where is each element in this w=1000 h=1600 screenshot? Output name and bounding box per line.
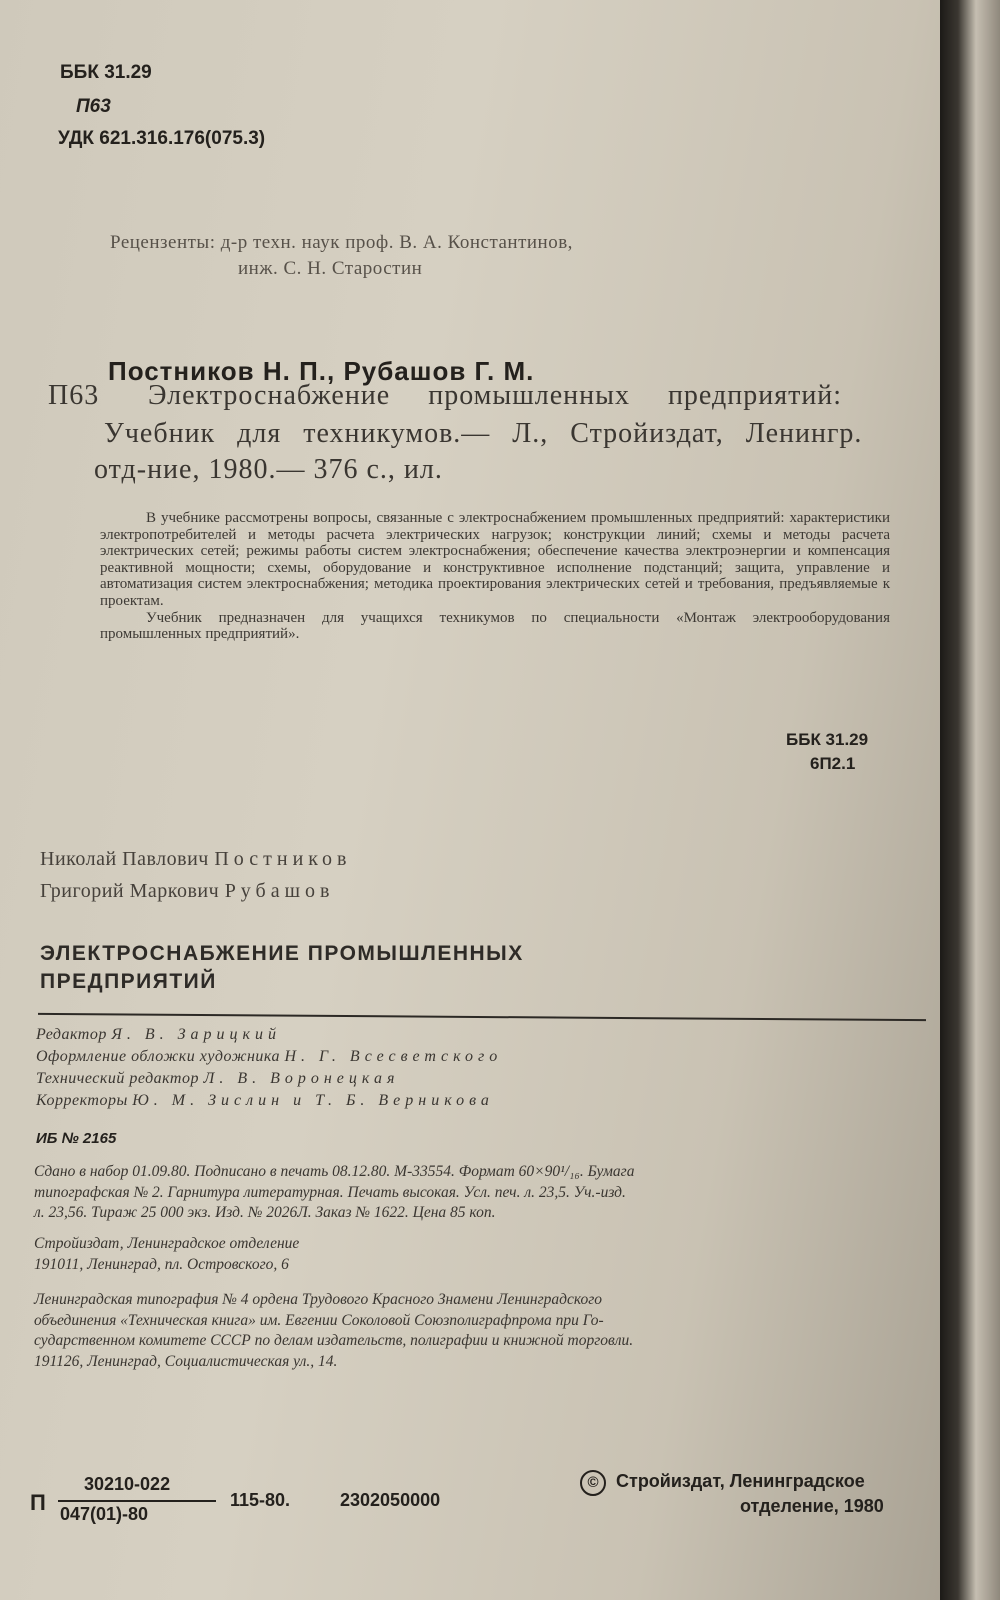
footer-code-1: 115-80. (230, 1490, 291, 1510)
credit-correctors-name: Ю. М. Зислин и Т. Б. Верникова (132, 1092, 494, 1109)
reviewers-line-1: Рецензенты: д-р техн. наук проф. В. А. Константинов, (110, 232, 573, 253)
author-2-name: Григорий Маркович (40, 880, 220, 902)
publisher-line-1: Стройиздат, Ленинградское отделение (34, 1235, 300, 1252)
credit-tech-name: Л. В. Воронецкая (203, 1070, 400, 1087)
author-1 (40, 848, 351, 871)
imprint (34, 1162, 914, 1224)
imprint-line-1: Сдано в набор 01.09.80. Подписано в печать 08.12.80. М-33554. Формат 60×90¹/₁₆. Бумага (34, 1163, 635, 1180)
annotation-paragraph-1: В учебнике рассмотрены вопросы, связанные с электроснабжением промышленных предприятий: характеристики электропотребителей и методы расчета электрических нагрузок; конструкции линий; схемы и методы расчета электрических сетей; режимы работы систем электроснабжения; обеспечение качества электроэнергии и компенсация реактивной мощности; схемы, оборудование и конструктивное исполнение подстанций; защита, управление и автоматизация систем электроснабжения; методика проектирования электрических сетей и требования, предъявляемые к проектам. (100, 510, 890, 609)
author-2 (40, 880, 334, 903)
printer-line-3: сударственном комитете СССР по делам издательств, полиграфии и книжной торговли. (34, 1332, 634, 1349)
credit-correctors-label: Корректоры (36, 1092, 128, 1109)
author-2-surname: Рубашов (224, 880, 335, 902)
biblio-index: П63 (48, 380, 100, 411)
reviewers-line-2: инж. С. Н. Старостин (238, 258, 423, 279)
ib-number: ИБ № 2165 (36, 1130, 117, 1147)
copyright (580, 1470, 865, 1496)
title-divider (38, 1013, 926, 1021)
footer-code-2: 2302050000 (340, 1490, 441, 1510)
classification-code: 6П2.1 (810, 754, 856, 773)
credit-correctors (36, 1092, 494, 1110)
biblio-title-line-3: отд-ние, 1980.— 376 с., ил. (94, 454, 443, 485)
copyright-icon: © (580, 1470, 606, 1496)
credit-editor-name: Я. В. Зарицкий (111, 1026, 282, 1043)
printer-line-2: объединения «Техническая книга» им. Евгении Соколовой Союзполиграфпрома при Го- (34, 1311, 604, 1329)
book-title-line-1: ЭЛЕКТРОСНАБЖЕНИЕ ПРОМЫШЛЕННЫХ (40, 942, 524, 965)
footer-denominator: 047(01)-80 (60, 1504, 149, 1524)
credit-editor (36, 1026, 281, 1044)
footer-letter: П (30, 1490, 46, 1515)
biblio-authors: Постников Н. П., Рубашов Г. М. (108, 356, 535, 386)
biblio-title-line-1: Электроснабжение промышленных предприятий: (148, 380, 843, 411)
copyright-line-2: отделение, 1980 (740, 1496, 884, 1516)
author-1-name: Николай Павлович (40, 848, 209, 870)
author-1-surname: Постников (214, 848, 352, 870)
classification-bbk: ББК 31.29 (786, 730, 869, 749)
credit-tech-editor (36, 1070, 399, 1088)
credit-editor-label: Редактор (36, 1026, 107, 1043)
imprint-line-2: типографская № 2. Гарнитура литературная. Печать высокая. Усл. печ. л. 23,5. Уч.-изд. (34, 1183, 626, 1201)
annotation-paragraph-2: Учебник предназначен для учащихся техникумов по специальности «Монтаж электрооборудования промышленных предприятий». (100, 609, 890, 643)
footer-fraction-line (58, 1500, 216, 1502)
printer-line-1: Ленинградская типография № 4 ордена Трудового Красного Знамени Ленинградского (34, 1291, 603, 1308)
annotation (100, 510, 890, 643)
credit-tech-label: Технический редактор (36, 1070, 199, 1087)
page-edge (940, 0, 1000, 1600)
book-title (40, 940, 524, 996)
credit-cover-name: Н. Г. Всесветского (284, 1048, 503, 1065)
publisher-line-2: 191011, Ленинград, пл. Островского, 6 (34, 1255, 289, 1273)
copyright-line-1: Стройиздат, Ленинградское (616, 1471, 865, 1491)
bbk-code: ББК 31.29 (60, 62, 152, 83)
printer (34, 1290, 914, 1372)
credit-cover (36, 1048, 502, 1066)
printer-line-4: 191126, Ленинград, Социалистическая ул., 14. (34, 1352, 338, 1370)
book-title-line-2: ПРЕДПРИЯТИЙ (40, 970, 217, 993)
biblio-title-line-2: Учебник для техникумов.— Л., Стройиздат, Ленингр. (104, 418, 863, 449)
publisher (34, 1234, 299, 1275)
udk-code: УДК 621.316.176(075.3) (58, 128, 266, 149)
footer-numerator: 30210-022 (84, 1474, 171, 1494)
credit-cover-label: Оформление обложки художника (36, 1048, 280, 1065)
index-code: П63 (76, 96, 111, 117)
imprint-line-3: л. 23,56. Тираж 25 000 экз. Изд. № 2026Л. Заказ № 1622. Цена 85 коп. (34, 1204, 496, 1221)
